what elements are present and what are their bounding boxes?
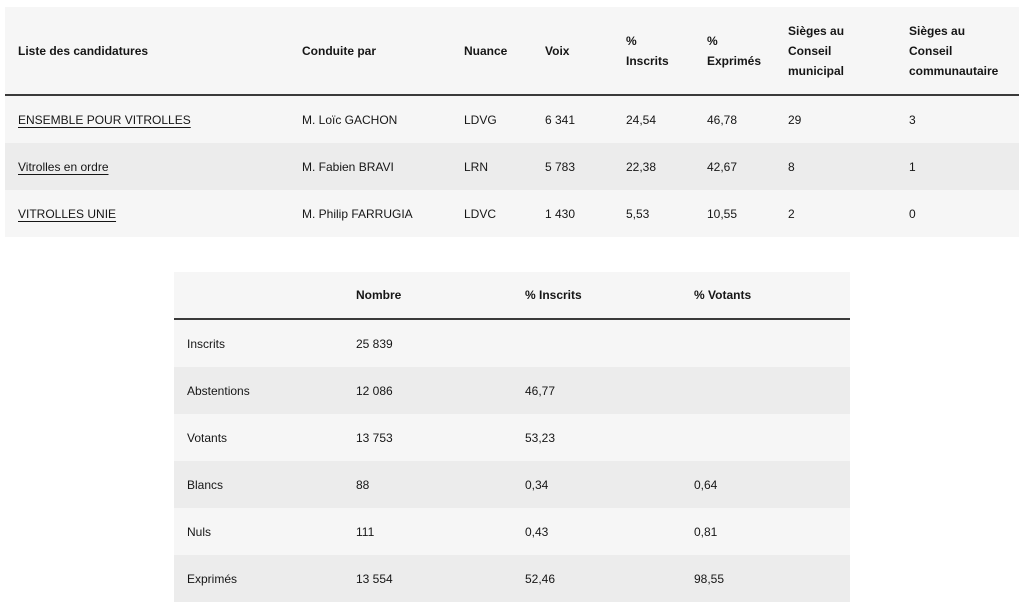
cell-sieges-municipal: 2 — [788, 206, 795, 221]
cell-pct-inscrits: 22,38 — [626, 159, 657, 174]
cell-nombre: 111 — [356, 524, 375, 539]
cell-led-by: M. Loïc GACHON — [302, 112, 398, 127]
cell-nombre: 13 554 — [356, 571, 393, 586]
table-row — [5, 190, 1019, 237]
table-row — [174, 319, 850, 367]
cell-pct-inscrits: 0,34 — [525, 477, 549, 492]
cell-pct-votants: 0,81 — [694, 524, 718, 539]
row-label: Blancs — [187, 477, 224, 492]
row-label: Exprimés — [187, 571, 238, 586]
cell-pct-inscrits: 24,54 — [626, 112, 657, 127]
cell-led-by: M. Philip FARRUGIA — [302, 206, 413, 221]
participation-table — [174, 272, 850, 602]
header-nombre: Nombre — [343, 272, 512, 319]
cell-pct-exprimes: 10,55 — [707, 206, 738, 221]
cell-voix: 6 341 — [545, 112, 576, 127]
header-led-by: Conduite par — [289, 7, 451, 95]
header-sieges-municipal: Sièges au Conseil municipal — [775, 7, 896, 95]
table-row — [174, 508, 850, 555]
participation-header-row — [174, 272, 850, 319]
header-pct-votants: % Votants — [681, 272, 850, 319]
cell-pct-votants — [681, 319, 850, 367]
header-label — [174, 272, 343, 319]
row-label: Abstentions — [187, 383, 250, 398]
list-link-ensemble-pour-vitrolles[interactable]: ENSEMBLE POUR VITROLLES — [18, 112, 191, 127]
cell-sieges-communautaire: 1 — [909, 159, 916, 174]
row-label: Votants — [187, 430, 228, 445]
header-sieges-communautaire: Sièges au Conseil communautaire — [896, 7, 1019, 95]
cell-pct-inscrits: 52,46 — [525, 571, 556, 586]
cell-pct-votants: 98,55 — [694, 571, 725, 586]
cell-nombre: 88 — [356, 477, 370, 492]
cell-pct-inscrits: 46,77 — [525, 383, 556, 398]
cell-pct-votants: 0,64 — [694, 477, 718, 492]
cell-pct-inscrits: 5,53 — [626, 206, 650, 221]
cell-nuance: LDVG — [464, 112, 497, 127]
candidates-header-row — [5, 7, 1019, 95]
cell-sieges-municipal: 8 — [788, 159, 795, 174]
cell-sieges-municipal: 29 — [788, 112, 802, 127]
cell-nombre: 13 753 — [356, 430, 393, 445]
cell-pct-exprimes: 42,67 — [707, 159, 738, 174]
header-list: Liste des candidatures — [5, 7, 289, 95]
table-row — [5, 143, 1019, 190]
table-row — [174, 367, 850, 414]
cell-nuance: LDVC — [464, 206, 497, 221]
table-row — [174, 461, 850, 508]
cell-pct-exprimes: 46,78 — [707, 112, 738, 127]
header-pct-inscrits: % Inscrits — [613, 7, 694, 95]
cell-led-by: M. Fabien BRAVI — [302, 159, 394, 174]
cell-nombre: 12 086 — [356, 383, 393, 398]
row-label: Nuls — [187, 524, 212, 539]
cell-pct-votants — [681, 414, 850, 461]
header-pct-inscrits: % Inscrits — [512, 272, 681, 319]
header-pct-exprimes: % Exprimés — [694, 7, 775, 95]
cell-pct-inscrits — [512, 319, 681, 367]
candidates-table — [5, 7, 1019, 237]
cell-nuance: LRN — [464, 159, 489, 174]
list-link-vitrolles-en-ordre[interactable]: Vitrolles en ordre — [18, 159, 109, 174]
table-row — [174, 414, 850, 461]
list-link-vitrolles-unie[interactable]: VITROLLES UNIE — [18, 206, 117, 221]
cell-pct-inscrits: 0,43 — [525, 524, 549, 539]
header-nuance: Nuance — [451, 7, 532, 95]
table-row — [5, 95, 1019, 143]
cell-pct-votants — [681, 367, 850, 414]
cell-voix: 1 430 — [545, 206, 576, 221]
table-row — [174, 555, 850, 602]
cell-sieges-communautaire: 0 — [909, 206, 916, 221]
row-label: Inscrits — [187, 336, 226, 351]
cell-nombre: 25 839 — [356, 336, 393, 351]
header-voix: Voix — [532, 7, 613, 95]
cell-pct-inscrits: 53,23 — [525, 430, 556, 445]
cell-voix: 5 783 — [545, 159, 576, 174]
cell-sieges-communautaire: 3 — [909, 112, 916, 127]
